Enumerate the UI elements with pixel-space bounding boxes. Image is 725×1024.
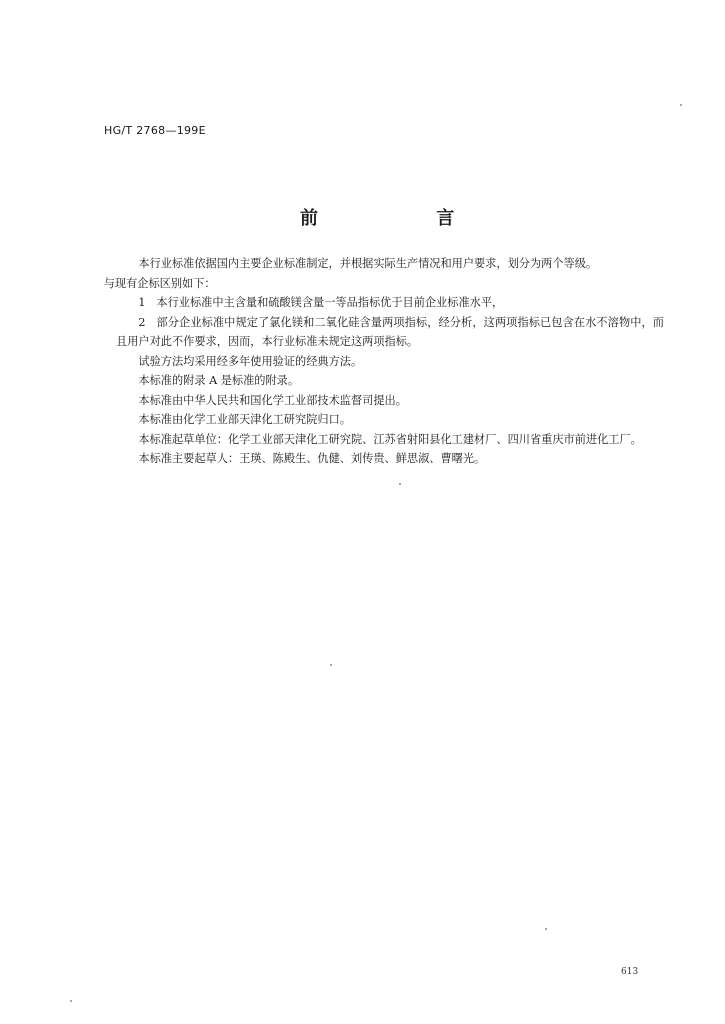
paragraph-test-methods: 试验方法均采用经多年使用验证的经典方法。 [138, 354, 363, 368]
list-item-2 [116, 313, 664, 352]
paragraph-proposer: 本标准由中华人民共和国化学工业部技术监督司提出。 [138, 393, 407, 407]
scan-speck [70, 1000, 72, 1002]
page-number: 613 [621, 967, 639, 977]
scan-speck [545, 928, 547, 930]
paragraph-drafting-units: 本标准起草单位：化学工业部天津化工研究院、江苏省射阳县化工建材厂、四川省重庆市前进化工厂。 [138, 432, 642, 446]
paragraph-drafters: 本标准主要起草人：王瑛、陈殿生、仇健、刘传贵、鲜思淑、曹曙光。 [138, 452, 486, 465]
paragraph-differences: 与现有企标区别如下： [103, 276, 216, 290]
scan-speck [680, 104, 682, 106]
foreword-body [103, 254, 664, 469]
list-number: 1 [138, 296, 146, 309]
list-number: 2 [138, 315, 146, 329]
standard-code: HG/T 2768—199E [104, 124, 206, 137]
paragraph-basis: 本行业标准依据国内主要企业标准制定，并根据实际生产情况和用户要求，划分为两个等级。 [138, 257, 598, 270]
scan-speck [330, 664, 332, 666]
scan-speck [399, 483, 401, 485]
paragraph-appendix: 本标准的附录 A 是标准的附录。 [138, 374, 300, 387]
list-item-text: 部分企业标准中规定了氯化镁和二氧化硅含量两项指标，经分析，这两项指标已包含在水不溶物中，而且用户对此不作要求，因而，本行业标准未规定这两项指标。 [116, 315, 664, 348]
page-title: 前 言 [300, 208, 511, 229]
list-item-1 [116, 293, 664, 313]
list-item-text: 本行业标准中主含量和硫酸镁含量一等品指标优于目前企业标准水平， [156, 296, 504, 309]
paragraph-administrator: 本标准由化学工业部天津化工研究院归口。 [138, 413, 351, 426]
